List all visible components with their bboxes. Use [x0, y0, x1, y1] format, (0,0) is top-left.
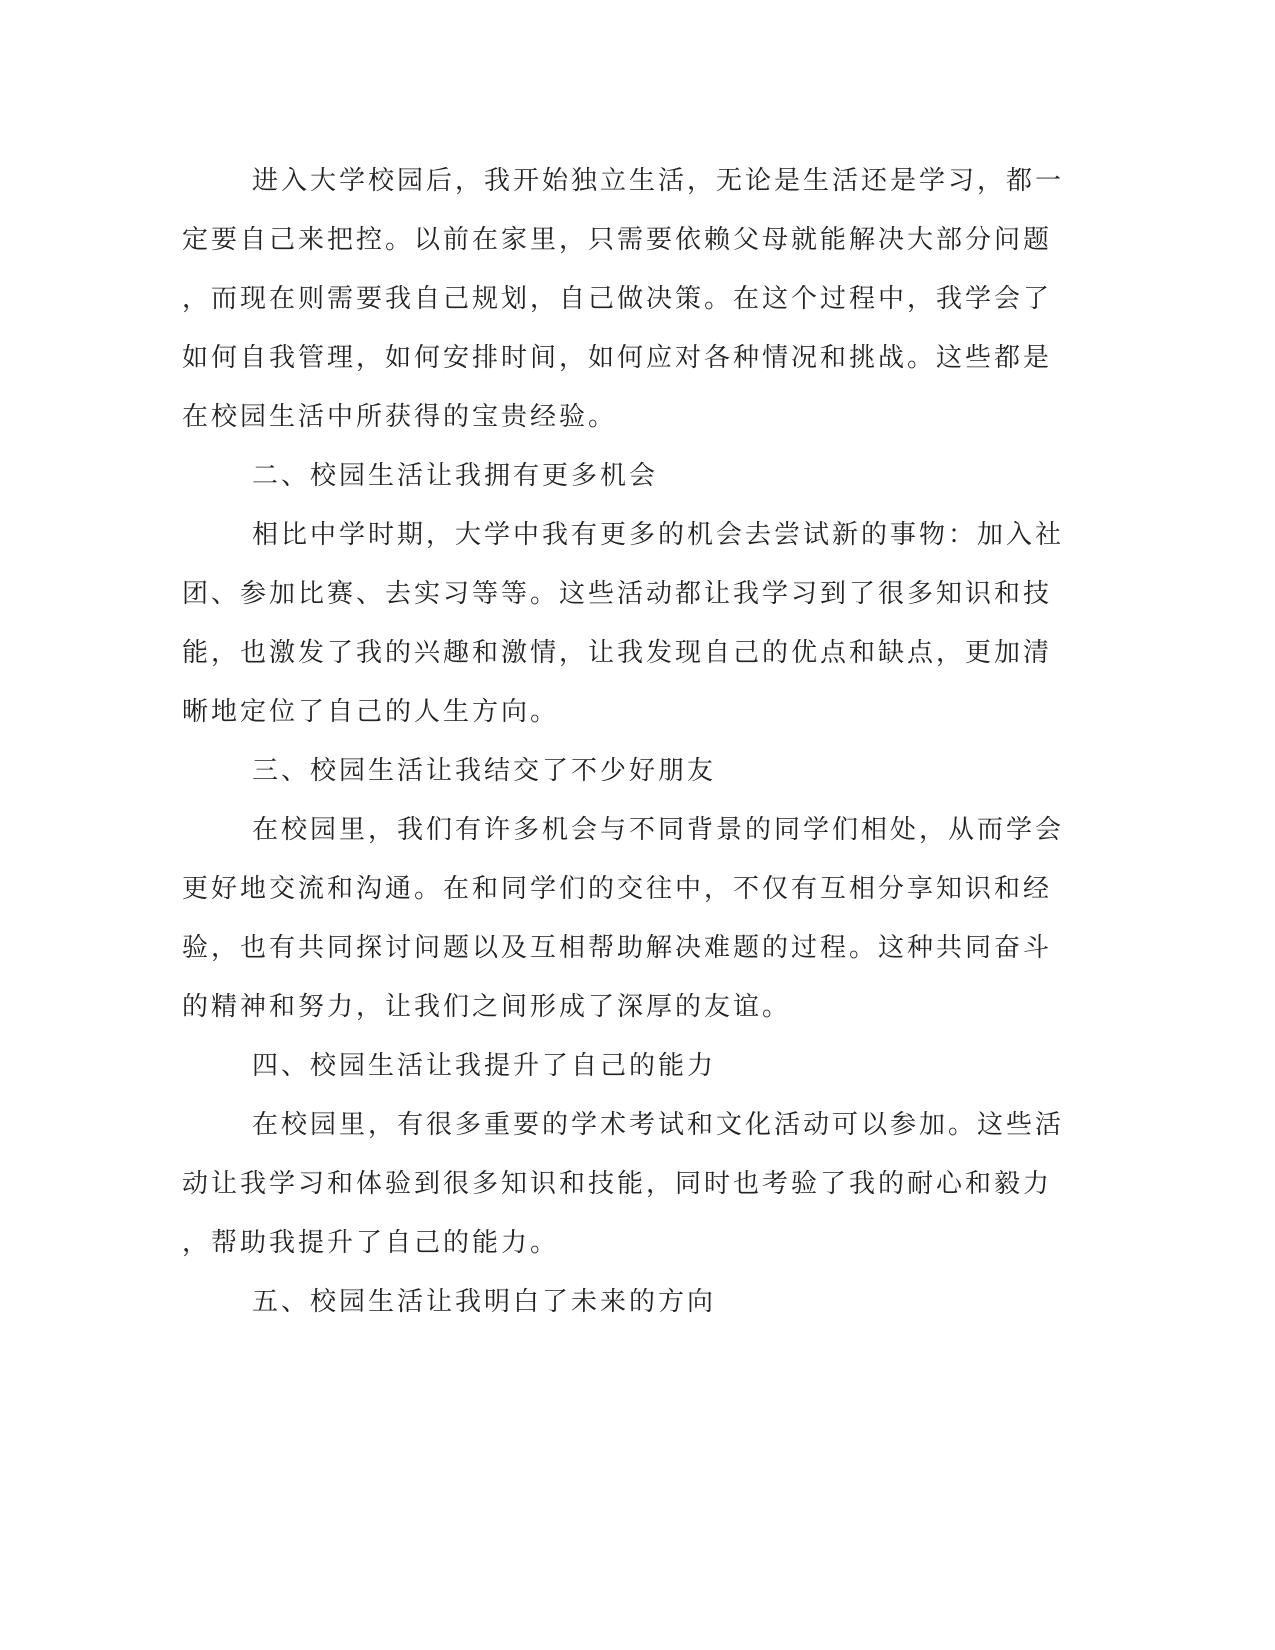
paragraph-2-line-4: 晰地定位了自己的人生方向。: [182, 697, 560, 727]
paragraph-4-line-1: 在校园里，有很多重要的学术考试和文化活动可以参加。这些活: [252, 1110, 1065, 1140]
section-heading-4: 四、校园生活让我提升了自己的能力: [252, 1051, 717, 1081]
paragraph-1-line-5: 在校园生活中所获得的宝贵经验。: [182, 402, 618, 432]
section-heading-3: 三、校园生活让我结交了不少好朋友: [252, 756, 717, 786]
paragraph-2-line-1: 相比中学时期，大学中我有更多的机会去尝试新的事物：加入社: [252, 520, 1065, 550]
paragraph-4-line-2: 动让我学习和体验到很多知识和技能，同时也考验了我的耐心和毅力: [182, 1169, 1053, 1199]
paragraph-3-line-4: 的精神和努力，让我们之间形成了深厚的友谊。: [182, 992, 792, 1022]
paragraph-1-line-1: 进入大学校园后，我开始独立生活，无论是生活还是学习，都一: [252, 166, 1065, 196]
paragraph-1-line-4: 如何自我管理，如何安排时间，如何应对各种情况和挑战。这些都是: [182, 343, 1053, 373]
section-heading-2: 二、校园生活让我拥有更多机会: [252, 461, 659, 491]
paragraph-1-line-2: 定要自己来把控。以前在家里，只需要依赖父母就能解决大部分问题: [182, 225, 1053, 255]
paragraph-2-line-3: 能，也激发了我的兴趣和激情，让我发现自己的优点和缺点，更加清: [182, 638, 1053, 668]
paragraph-3-line-2: 更好地交流和沟通。在和同学们的交往中，不仅有互相分享知识和经: [182, 874, 1053, 904]
paragraph-1-line-3: ，而现在则需要我自己规划，自己做决策。在这个过程中，我学会了: [182, 284, 1053, 314]
paragraph-3-line-3: 验，也有共同探讨问题以及互相帮助解决难题的过程。这种共同奋斗: [182, 933, 1053, 963]
paragraph-3-line-1: 在校园里，我们有许多机会与不同背景的同学们相处，从而学会: [252, 815, 1065, 845]
paragraph-4-line-3: ，帮助我提升了自己的能力。: [182, 1228, 560, 1258]
paragraph-2-line-2: 团、参加比赛、去实习等等。这些活动都让我学习到了很多知识和技: [182, 579, 1053, 609]
section-heading-5: 五、校园生活让我明白了未来的方向: [252, 1287, 717, 1317]
